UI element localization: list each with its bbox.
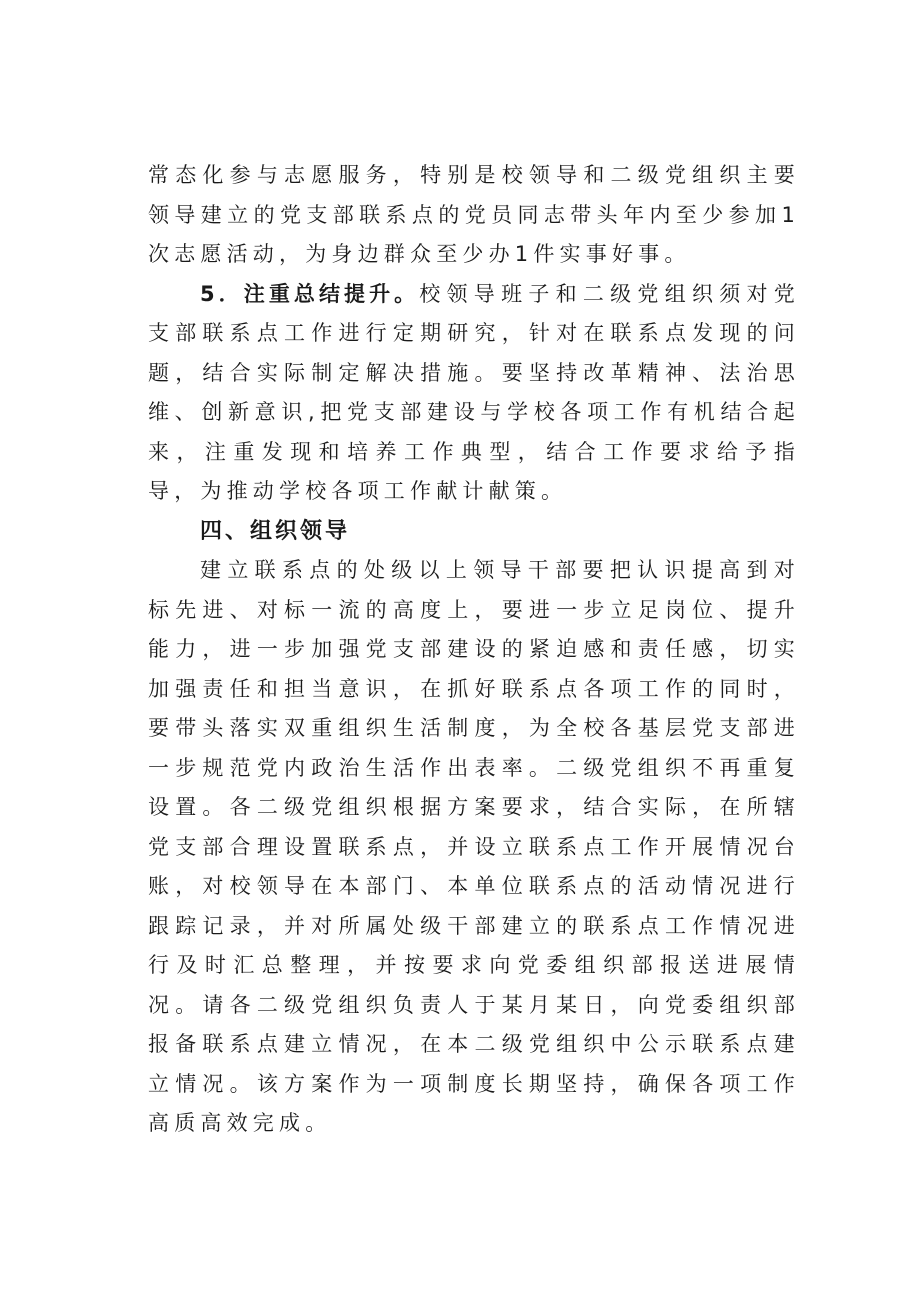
- paragraph-continuation: 常态化参与志愿服务，特别是校领导和二级党组织主要领导建立的党支部联系点的党员同志带头年内至少参加1次志愿活动，为身边群众至少办1件实事好事。: [148, 163, 800, 266]
- item-5-title: 5．注重总结提升。: [200, 281, 420, 306]
- paragraph-item-5: [148, 275, 800, 512]
- item-5-text: 校领导班子和二级党组织须对党支部联系点工作进行定期研究，针对在联系点发现的问题，结合实际制定解决措施。要坚持改革精神、法治思维、创新意识,把党支部建设与学校各项工作有机结合起来，注重发现和培养工作典型，结合工作要求给予指导，为推动学校各项工作献计献策。: [148, 281, 800, 503]
- paragraph-organization: 建立联系点的处级以上领导干部要把认识提高到对标先进、对标一流的高度上，要进一步立足岗位、提升能力，进一步加强党支部建设的紧迫感和责任感，切实加强责任和担当意识，在抓好联系点各项工作的同时，要带头落实双重组织生活制度，为全校各基层党支部进一步规范党内政治生活作出表率。二级党组织不再重复设置。各二级党组织根据方案要求，结合实际，在所辖党支部合理设置联系点，并设立联系点工作开展情况台账，对校领导在本部门、本单位联系点的活动情况进行跟踪记录，并对所属处级干部建立的联系点工作情况进行及时汇总整理，并按要求向党委组织部报送进展情况。请各二级党组织负责人于某月某日，向党委组织部报备联系点建立情况，在本二级党组织中公示联系点建立情况。该方案作为一项制度长期坚持，确保各项工作高质高效完成。: [148, 558, 800, 1135]
- section-heading-organization: 四、组织领导: [200, 518, 351, 544]
